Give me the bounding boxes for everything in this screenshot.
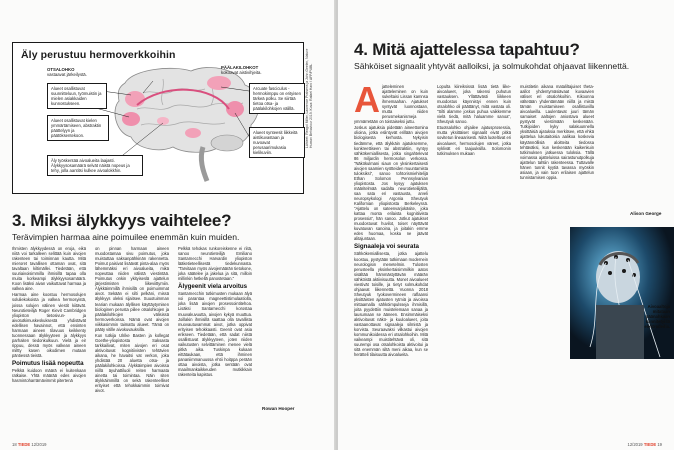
label-parietal-title: PÄÄLAKILOHKOT: [221, 65, 259, 70]
footer-right: [628, 442, 663, 447]
left-columns: [12, 246, 252, 394]
callout-language: Alueet osallistuvat kielen ymmärtämiseen, abstraktin päättelyyn ja päätöksentekoon.: [47, 115, 109, 141]
page-number-right: 19: [657, 442, 662, 447]
subhead-algeenit: Älygeenit viela arvoitus: [178, 283, 248, 291]
section-dek-3: Terävimpien harmaa aine poimuilee enemmän kuin muiden.: [12, 232, 240, 242]
callout-synthesis: Alueet synteesit liikkeitä aistikuvastaan ja nuvoavat perusaarimukasia kielikuviin.: [249, 127, 305, 158]
left-col-1: [12, 246, 86, 394]
magazine-name-left: TIEDE: [17, 442, 31, 447]
author-signature-left: Rowan Hooper: [262, 406, 295, 411]
eeg-photo: [570, 227, 674, 359]
callout-arcuate: Arcuate fasciculus -hermokimppu on erityisen tärkeä polku. Se siirtää tietoa otsa- ja päälakilohkojen välillä.: [249, 83, 305, 114]
left-col2-p2: Kun tutkija Ulrike Basten ja kollegat Goethe-yliopistosta Saksasta tarkkailivat, miten aivojen eri osat aktivoituvat kognitiivisten tehtävien aikana, he havaitsi vat verkon, joka yhdistää 20 aluetta otsa- ja päälakilohkoissa. Älykkäimpien aivoissa niillä äyuhattiluoli reiten harmaata ainetta tai toimintaa. Näin siten älykkäimmillä on sekä rakenteelliset erityiset että tehokkaimmin toimivat aivot.: [95, 332, 169, 394]
right-col-1: [354, 79, 428, 358]
left-col3-p2: Santarnecchin tutkimusten mukaan älyä voi parantaa magneettistimulaatiolla, joka lisää aivojen prosessointitehoa. Lisäksi Santarnecchi korostaa muuvakuvuutta, aivojen kykyä muuttua. Joillakin ihmisillä saattaa olla tavallista muovautuvammat aivot, jotka oppivat erityisen tehokkaasti. Geenit ovat asia erikseen. Tiedetään, että sadat niistä osallistuvat älykkyyteen, joten niiden vaikutusten selvittäminen menee vielä pitkä aika. Tuskinpa kukaan eittätaukaan, että ihminen pananiimmanuussa ehtii hoitppa perään ottaa aivoista, jotka sentään ovat maailmankaikkeuden mutkikkain rakenteita kapistus.: [178, 291, 252, 378]
callout-planning: Alueet osallistuvat suunnitteluun, työmuistin ja mielen asiakkaiden kunnostukseen.: [47, 83, 107, 109]
magazine-name-right: TIEDE: [643, 442, 657, 447]
author-signature-right: Alison George: [630, 211, 662, 216]
right-col-2: [437, 84, 511, 358]
left-col2-p1: on pinnan harmaan aineen muodostamaa sivu poimutus, joka muistuttaa saksanpähkinän rakennetta. Poimut paisivat lisäävät pinta-alaa myös lähemmäksi eri aivoalueita, mikä nopeuttaa niiden välistä viestintää. Poimutus onkin ykityiseslä ajattelun järjestimisten liikeviittymiin. Älykkäimmillä ihmisillä on poimuimmat aivot. Sekään ei silti pelkäni, missä älykkyys oleksi sijaitsee. Suuotuimman tearian mukaan älyllisen käyttäytymisen biologinen perusta piilee otsalohkojen ja päälakilohkojen välisissä hermoverkoissa. Nämä ovat aivojen viikkasimmin taimattu alueet. Tämä on pääty vitille aivokuvauksilla.: [95, 246, 169, 332]
label-frontal-desc: vastaavat järkeilystä.: [47, 72, 87, 77]
label-frontal-lobe: [47, 67, 117, 77]
label-frontal-title: OTSALOHKO: [47, 67, 75, 72]
left-col-2: [95, 246, 169, 394]
left-page: [0, 0, 336, 450]
label-parietal-desc: kokoavat aistivihjeita.: [221, 70, 262, 75]
right-col1-p1: jatteleminen ajatteleminen on kuin sukeltaisi Lissan kamnsa ihmemaahan. Ajatukset syntyvät luonnostaan, mutta niiden perusmekanismeja ymmärretään on toistaiseksi juttu.: [354, 84, 428, 125]
left-col1-p1: Ihmisten älykkyydessä on eroja, eikä niitä voi tarkalleen selittää kuin aivojen rakenteen tai toiminnan kautta. Mitä mieroret tavallisen ottaman ovat, sitä tavaltaan kiltimällei. Tiedetään, että suuriaivoisimmilla ihmisillä tapaa olla muita korkeampi älykkyysosamäärä. Koon lisäksi aivan vaikuttavat harmaa ja valkea aine.: [12, 246, 86, 292]
section-heading-3: 3. Miksi älykkyys vaihtelee?: [12, 211, 232, 230]
subhead-signaaleja: Signaaleja voi seurata: [354, 243, 419, 251]
label-parietal-lobe: [221, 65, 291, 75]
right-page: [338, 0, 674, 450]
right-col1-p3: Sähkökemiallisesta, jotka ajattelu koostuu, pystytään tutkimaan modernein neurologisin menetelmin. Tulosten perusteella yksinkertaisimmilkin aatos sisältää hämmästyttävän määrän sähköistä aktiivisuutta. Monet aivoalueet viestivät toisille, ja tietyt solmukohdat ohjaavat liikennettä. Vuonna 2018 Sheutyuk tyokovermineen raflaansi yksittäisten ajatusten rytmiä ja aivoissa mittaamalla sähköimpulsseja ihmisillä, joita pyydettiin muistelemaan sanaa ja lausumaan se ääneen. Ensimmäiseksi aktivoituvat näkö- ja kuuloalueet, joita vastaanottavat signaaleja silmistä ja korvista. Seuraavaksi vilkastui aivojen kommunikoidessa eri otsalohkoihin. Mitä vaikeampi muistitehtävä oli, sitä suurempi osa otsalohkoista aktivoitui ja sitä enemmän siltä meni aikaa, kun se herätteli tilaisuutta aivoalueita.: [354, 251, 428, 358]
right-col2-p2: Etuotsalohko ohjailee ajatusprosessia, mutta yksittäiset signaalit eivät pitkä sovitetun lineaarisesti. Niitä luoteltivat eri aivoalueet, hermosolujen väreet, jotka syklivät eri taajuuksilla. Solomonin tutkimuksen mukaan: [437, 125, 511, 156]
drop-cap: A: [354, 79, 380, 120]
subhead-poimutus: Poimutus lisää nopeutta: [12, 360, 84, 368]
right-col1-p2: Joskus ajatuksia pidetään aineettomina olioina, jotka eslintyvät erillään aivojen biologisesta kerhosta. Nykyisin tiedämme, että älykkäin ajatuksemme, konkreettiseen tai abstraktiin, syntyy sähkökemiallisesta, jotka singahtelevat 86 miljardin hermosolun verkossa. "Näkökulmani siaun on yksinkertaisesti aivojen saamien syötteiden muuntamista tuloksiksi", sanoo tohtorismiehitelijä Ethan Solomon Pennsylvanian yliopistosta. Jos kysyy ajatuksen määritelmää sadalta neurotieteilijältä, saa sata eri vastausta, arveli neuropsykologi Argonia Sheutyuk Kalifornian yliopistosta Berkeleyssä. "Ajattelu on sateenvarjokäsite, joka kattaa monta erilaista kognitiivista prosessia", hän sanoo. Jotkut ajatukset muodostuvat huvilot, toiset näyttävät kuvatuvan sanoina, ja joitakin emme edes huomaa, koska ne jäävät alitajuntaan.: [354, 125, 428, 242]
callout-networks: Äly työskentää aivoalueita laajasti. Älykkyysosamäärä selvät näistä nopeus ja tehy, jolla aantitsi kulkee aivoalokkhin.: [47, 155, 143, 176]
section-dek-4: Sähköiset signaalit yhtyvät aalloiksi, ja solmukohdat ohjaavat liikennettä.: [354, 61, 630, 71]
issue-right: 12/2019: [627, 442, 643, 447]
left-col1-p3: Pelkkä kuidoon määrä ei kuitenkaan ratkaise. Yhtä määrää edes aivojen hasmintoharrämävimmit pitertenä: [12, 368, 86, 384]
page-number-left: 18: [12, 442, 17, 447]
photo-caption: Aivoaaltoja mitataan päänahkaan kiinnitetyillä elektrodeilla.: [644, 304, 670, 329]
left-col-3: [178, 246, 252, 394]
right-columns-top: [354, 79, 594, 358]
issue-left: 12/2019: [31, 442, 47, 447]
right-col3-p1: muistitetin aikana mataliltajuiset theta-aallot yhdentymäsiävaat kuvaavien väliset eri otsalohkoihin. Kikoonna vältetään yhdentämään niillä ja mistä tämän muistamiseen osallistuvilla aivoalueilla. Laulentavat juuri tämän samaiset aaltojen aniostava alueet pystyvät viestimään keskenään. Tutkijoiden kyky salakuunnella yksittäisiä ajatuksia merkitsee, että ehkä ajattelua lukutaitoisia aalikoa koskevia käytännöllisiä aloitteita tiedossa tehtäväksi, kun keskenään kaikenkuin tutkimuksen jatkuessa tuloksia. Tällä voimassa ajatteluissa sairastunutpolkuja ajattelun tahtiin rakenteessa. Tuttavalle hänen tunnit kyytiä tavassa myöskin asiaan, ja vain tuon erilaisen ajattelun tunnistamisen oppia.: [520, 84, 594, 180]
footer-left: [12, 442, 47, 447]
eeg-photo-illustration: [570, 227, 674, 359]
brain-diagram: [12, 42, 304, 194]
diagram-title: Äly perustuu hermoverkkoihin: [21, 49, 176, 61]
left-col1-p2: Harmaa aine koostuu hermosolujen soluliekokoista ja valkea hermosyistä, joissa solujen välinen viestit kiitävät. Neurotieteilijä Roger Kievit Cambridgen yliopiston tietosivun- ja aivotutkimuskeskuksestä yhdistävät edellisen havainnot, että ensinten harmaan aineen tilavuus keikkenty tuonnessaan älykkyyteen ja älykkyys parhaiten tiedonkulkuun. Vielä ja eir rippuu, dessä myös valkean aineen miltty kasen oikodimen mutaan päntiessä tieistä.: [12, 292, 86, 358]
right-col2-p1: Lopulta kiireiksissä lisää tietä liike-aivoalueet, joka rakensi puhutun vastauksen. Yllättävästi liikkeen muodostus käynnistyi ennen kuin otsalohko oli päättänyt, mitä vastata oli. "Silti alamme joskus puhua vaikkemme vielä tiedä, mitä haluamme sanoa", Sheutyuk sanoo.: [437, 84, 511, 125]
section-heading-4: 4. Mitä ajattelessa tapahtuu?: [354, 40, 580, 59]
left-col3-p1: Pelkkä tehokas runkoreiskenne ei riitä, sanoo neurotieteilijä Emiliano Santarnecchi Harvardin yliopiston lääketieteellisestä tiedekunnasta. "Tarvitaan myös aivojemäärän tietokone, joka säätelee ja jakelua ja sitä, milloin millinkin hetkellä panostetaan.": [178, 246, 252, 282]
diagram-credit: Lähteet: Rexgol Miller, Lawrence Pratsens ja John Geelen, Nature Human Behaviour 2019. Kuva: Rafael Haro / AFP/PUBL: [305, 48, 313, 148]
